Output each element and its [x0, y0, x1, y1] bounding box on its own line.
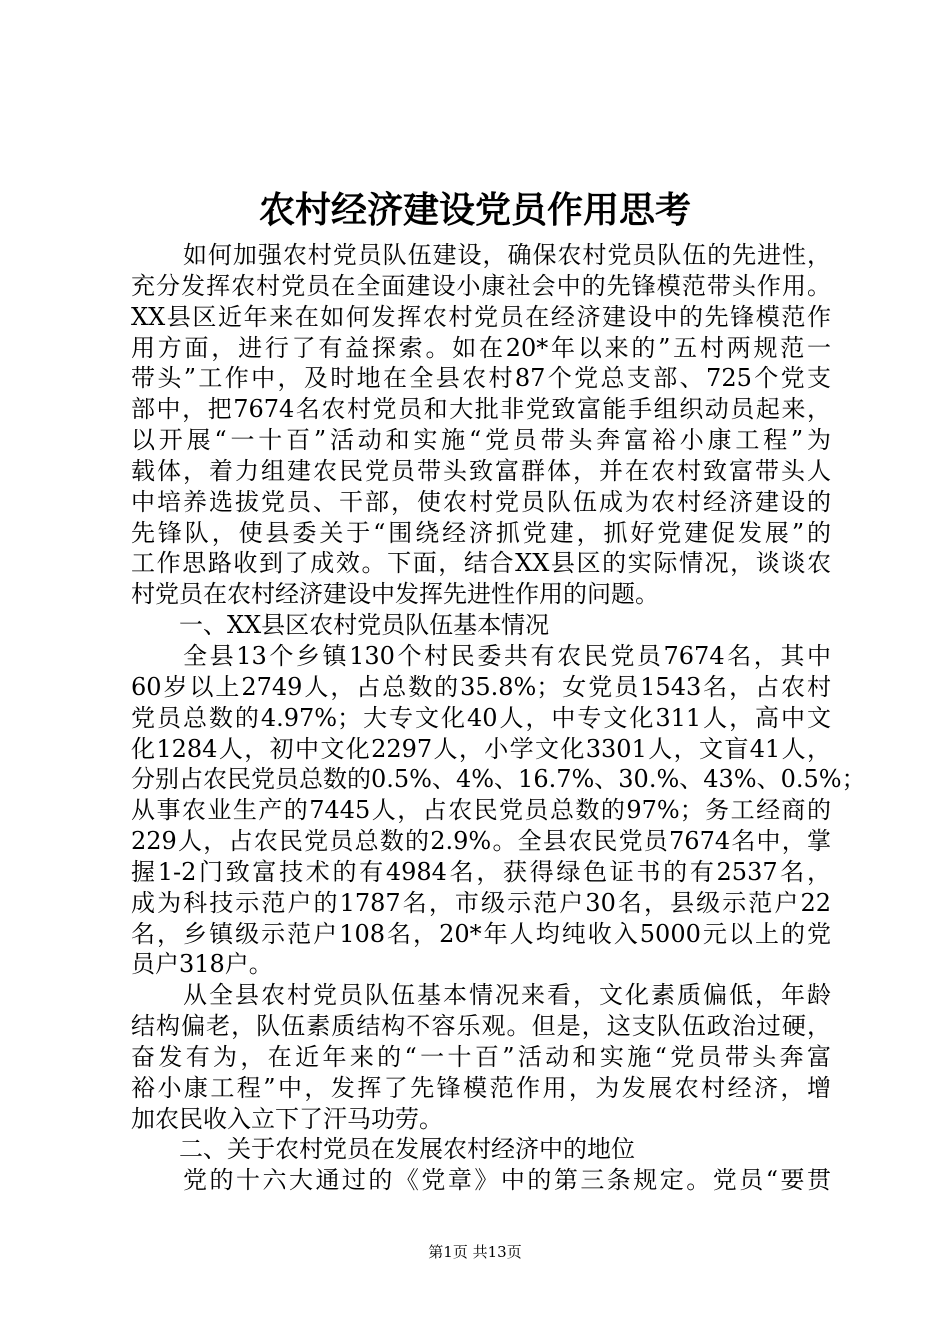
body-line: 握1-2门致富技术的有4984名，获得绿色证书的有2537名，	[131, 857, 831, 886]
body-line: XX县区近年来在如何发挥农村党员在经济建设中的先锋模范作	[131, 302, 831, 331]
body-line: 从事农业生产的7445人，占农民党员总数的97%；务工经商的	[131, 796, 831, 825]
body-line: 中培养选拔党员、干部，使农村党员队伍成为农村经济建设的	[131, 487, 831, 516]
body-line: 奋发有为，在近年来的“一十百”活动和实施“党员带头奔富	[131, 1042, 831, 1071]
body-line: 带头”工作中，及时地在全县农村87个党总支部、725个党支	[131, 364, 831, 393]
body-line: 化1284人，初中文化2297人，小学文化3301人，文盲41人，	[131, 734, 831, 763]
body-line: 名，乡镇级示范户108名，20*年人均纯收入5000元以上的党	[131, 919, 831, 948]
body-line: 结构偏老，队伍素质结构不容乐观。但是，这支队伍政治过硬，	[131, 1012, 831, 1041]
body-line: 分别占农民党员总数的0.5%、4%、16.7%、30.%、43%、0.5%；	[131, 765, 866, 794]
body-line: 先锋队，使县委关于“围绕经济抓党建，抓好党建促发展”的	[131, 518, 831, 547]
body-line: 加农民收入立下了汗马功劳。	[131, 1104, 443, 1133]
body-line: 载体，着力组建农民党员带头致富群体，并在农村致富带头人	[131, 456, 831, 485]
page-footer: 第1页 共13页	[428, 1243, 522, 1261]
body-line: 229人，占农民党员总数的2.9%。全县农民党员7674名中，掌	[131, 827, 831, 856]
body-line: 员户318户。	[131, 950, 273, 979]
body-line: 从全县农村党员队伍基本情况来看，文化素质偏低，年龄	[183, 981, 831, 1010]
body-line: 如何加强农村党员队伍建设，确保农村党员队伍的先进性，	[183, 241, 831, 269]
document-body	[131, 240, 866, 1196]
body-line: 以开展“一十百”活动和实施“党员带头奔富裕小康工程”为	[131, 426, 831, 455]
body-line: 村党员在农村经济建设中发挥先进性作用的问题。	[131, 580, 659, 609]
body-line: 部中，把7674名农村党员和大批非党致富能手组织动员起来，	[131, 395, 831, 424]
document-title: 农村经济建设党员作用思考	[258, 189, 691, 231]
body-line: 充分发挥农村党员在全面建设小康社会中的先锋模范带头作用。	[131, 271, 831, 300]
body-line: 全县13个乡镇130个村民委共有农民党员7674名，其中	[183, 641, 831, 670]
body-line: 一、XX县区农村党员队伍基本情况	[179, 611, 550, 640]
body-line: 工作思路收到了成效。下面，结合XX县区的实际情况，谈谈农	[131, 549, 831, 578]
body-line: 党的十六大通过的《党章》中的第三条规定。党员“要贯	[183, 1166, 831, 1195]
body-line: 60岁以上2749人，占总数的35.8%；女党员1543名，占农村	[131, 672, 831, 701]
body-line: 裕小康工程”中，发挥了先锋模范作用，为发展农村经济，增	[131, 1073, 831, 1102]
body-line: 党员总数的4.97%；大专文化40人，中专文化311人，高中文	[131, 703, 831, 732]
body-line: 二、关于农村党员在发展农村经济中的地位	[179, 1135, 635, 1164]
body-line: 用方面，进行了有益探索。如在20*年以来的”五村两规范一	[131, 333, 831, 362]
body-line: 成为科技示范户的1787名，市级示范户30名，县级示范户22	[131, 888, 831, 917]
